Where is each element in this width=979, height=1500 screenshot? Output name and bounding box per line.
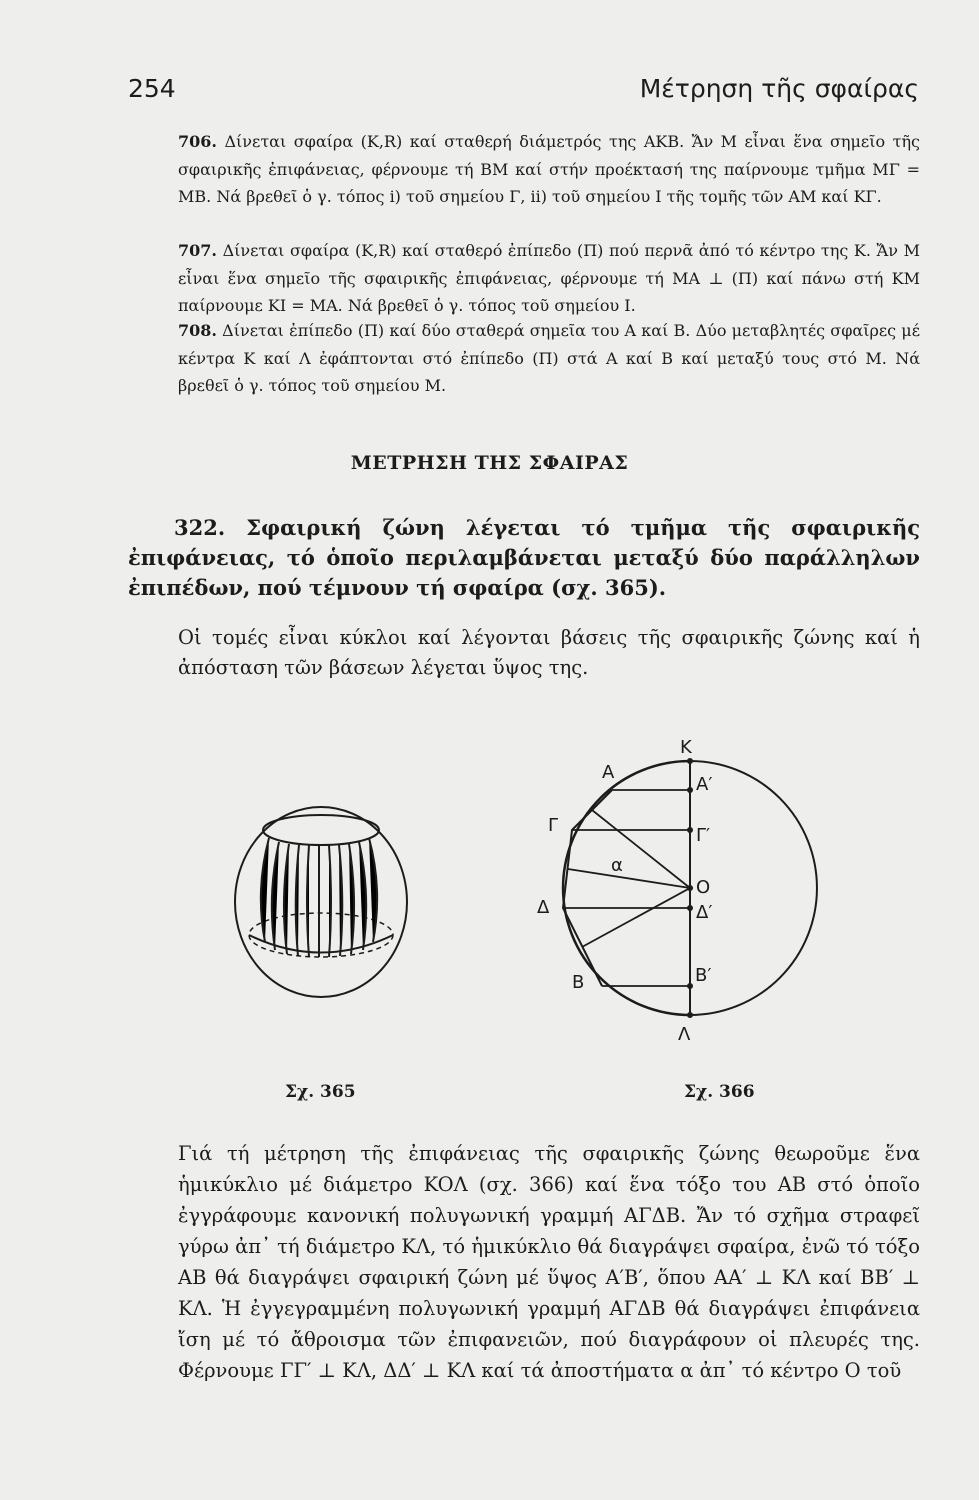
exercise-708: [128, 317, 920, 400]
figure-365: [225, 790, 425, 1030]
definition-number: 322.: [174, 515, 226, 540]
label-D: Δ: [537, 897, 550, 918]
paragraph-text: Οἱ τομές εἶναι κύκλοι καί λέγονται βάσεις τῆς σφαιρικῆς ζώνης καί ἡ ἀπόσταση τῶν βάσεων λέγεται ὕψος της.: [178, 626, 920, 679]
label-A: A: [602, 762, 615, 783]
zone-top-base: [263, 815, 379, 845]
exercise-text: Δίνεται σφαίρα (K,R) καί σταθερό ἐπίπεδο (Π) πού περνᾶ ἀπό τό κέντρο της K. Ἄν M εἶναι ἕνα σημεῖο τῆς σφαιρικῆς ἐπιφάνειας, φέρνουμε τή MA ⊥ (Π) καί πάνω στή KM παίρνουμε KI = MA. Νά βρεθεῖ ὁ γ. τόπος τοῦ σημείου I.: [178, 241, 921, 315]
zone-bottom-base: [249, 913, 393, 957]
definition-paragraph: [128, 513, 920, 603]
label-L: Λ: [678, 1024, 691, 1045]
label-G: Γ: [548, 815, 559, 836]
exercise-number: 707.: [178, 241, 217, 260]
label-G-prime: Γ′: [696, 825, 711, 846]
exercise-number: 706.: [178, 132, 217, 151]
exercise-707: [128, 237, 920, 320]
zone-bottom-edge: [249, 935, 393, 953]
figure-365-caption: Σχ. 365: [285, 1082, 356, 1102]
paragraph-text: Γιά τή μέτρηση τῆς ἐπιφάνειας τῆς σφαιρικῆς ζώνης θεωροῦμε ἕνα ἡμικύκλιο μέ διάμετρο KOΛ (σχ. 366) καί ἕνα τόξο του AB στό ὁποῖο ἐγγράφουμε κανονική πολυγωνική γραμμή AΓΔB. Ἄν τό σχῆμα στραφεῖ γύρω ἀπ᾽ τή διάμετρο KΛ, τό ἡμικύκλιο θά διαγράψει σφαίρα, ἐνῶ τό τόξο AB θά διαγράψει σφαιρική ζώνη μέ ὕψος A′B′, ὅπου AA′ ⊥ KΛ καί BB′ ⊥ KΛ. Ἡ ἐγγεγραμμένη πολυγωνική γραμμή AΓΔB θά διαγράψει ἐπιφάνεια ἴση μέ τό ἄθροισμα τῶν ἐπιφανειῶν, πού διαγράφουν οἱ πλευρές της. Φέρνουμε ΓΓ′ ⊥ KΛ, ΔΔ′ ⊥ KΛ καί τά ἀποστήματα α ἀπ᾽ τό κέντρο O τοῦ: [178, 1142, 920, 1382]
exercise-text: Δίνεται σφαίρα (K,R) καί σταθερή διάμετρός της AKB. Ἄν M εἶναι ἕνα σημεῖο τῆς σφαιρικῆς ἐπιφάνειας, φέρνουμε τή BM καί στήν προέκτασή της παίρνουμε τμῆμα MΓ = MB. Νά βρεθεῖ ὁ γ. τόπος i) τοῦ σημείου Γ, ii) τοῦ σημείου I τῆς τομῆς τῶν AM καί KΓ.: [178, 132, 921, 206]
section-title: ΜΕΤΡΗΣΗ ΤΗΣ ΣΦΑΙΡΑΣ: [350, 452, 629, 474]
label-D-prime: Δ′: [696, 902, 713, 923]
label-K: K: [680, 737, 692, 758]
label-A-prime: A′: [696, 774, 713, 795]
definition-text: Σφαιρική ζώνη λέγεται τό τμῆμα τῆς σφαιρικῆς ἐπιφάνειας, τό ὁποῖο περιλαμβάνεται μεταξύ δύο παράλληλων ἐπιπέδων, πού τέμνουν τή σφαίρα (σχ. 365).: [128, 515, 921, 600]
figure-366-caption: Σχ. 366: [684, 1082, 755, 1102]
paragraph-measurement: [128, 1138, 920, 1386]
figure-366: [520, 728, 840, 1048]
exercise-706: [128, 128, 920, 211]
exercise-text: Δίνεται ἐπίπεδο (Π) καί δύο σταθερά σημεῖα του A καί B. Δύο μεταβλητές σφαῖρες μέ κέντρα K καί Λ ἐφάπτονται στό ἐπίπεδο (Π) στά A καί B καί μεταξύ τους στό M. Νά βρεθεῖ ὁ γ. τόπος τοῦ σημείου M.: [178, 321, 920, 395]
running-title: Μέτρηση τῆς σφαίρας: [639, 74, 919, 103]
page-number: 254: [128, 74, 176, 103]
zone-hatching: [261, 838, 377, 957]
paragraph-bases: [128, 623, 920, 683]
label-B-prime: B′: [695, 965, 712, 986]
exercise-number: 708.: [178, 321, 217, 340]
label-O: O: [696, 877, 711, 898]
label-alpha: α: [611, 855, 623, 876]
label-B: B: [572, 972, 585, 993]
